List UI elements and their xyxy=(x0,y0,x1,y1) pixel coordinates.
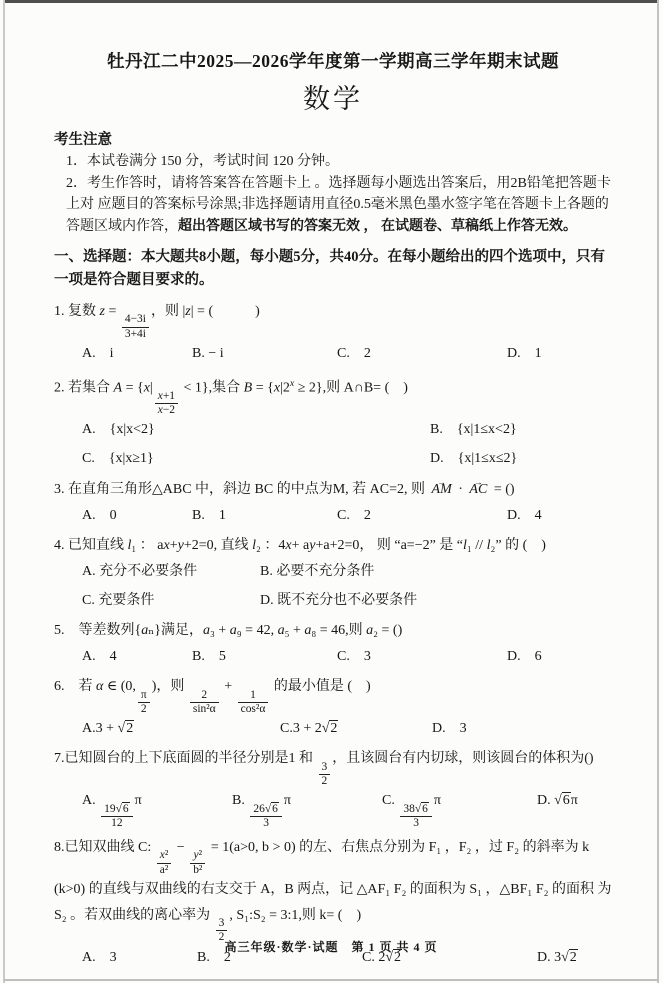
question-4-options xyxy=(54,559,612,613)
question-2-option-c: C. {x|x≥1} xyxy=(82,451,154,467)
question-3 xyxy=(54,476,612,528)
question-7-option-d: D. √6π xyxy=(537,793,578,809)
scan-edge-right xyxy=(657,0,659,983)
question-2-option-d: D. {x|1≤x≤2} xyxy=(430,451,518,467)
question-6-option-c: C.3 + 2√2 xyxy=(280,721,338,737)
question-7-option-c: C. $\frac{38√6}{3}$ π xyxy=(382,793,441,829)
question-7-option-a: A. $\frac{19√6}{12}$ π xyxy=(82,793,142,829)
question-6-stem: 6. 若 α ∈ (0, $\frac{\pi}{2}$ )，则 $\frac{2}{\text{sin²α}}$ + $\frac{1}{\text{cos²α}}$ 的最小值是 ( ) xyxy=(54,679,371,716)
question-3-option-c: C. 2 xyxy=(337,508,371,524)
scan-edge-left xyxy=(3,0,5,983)
page-footer: 高三年级·数学·试题 第 1 页 共 4 页 xyxy=(224,940,438,954)
question-3-options xyxy=(54,503,612,528)
question-8-option-c: C. 2√2 xyxy=(362,949,402,965)
question-7-options xyxy=(54,788,612,830)
question-4 xyxy=(54,533,612,613)
notice-item-2: 2．考生作答时，请将答案答在答题卡上 。选择题每小题选出答案后，用2B铅笔把答题卡上对 应题目的答案标号涂黑;非选择题请用直径0.5毫米黑色墨水签字笔在答题卡上各题的答题区域内作答，超出答题区域书写的答案无效 ， 在试题卷、草稿纸上作答无效。 xyxy=(66,175,611,234)
question-7 xyxy=(54,746,612,830)
question-3-option-a: A. 0 xyxy=(82,508,117,524)
question-3-option-b: B. 1 xyxy=(192,508,226,524)
question-4-option-d: D. 既不充分也不必要条件 xyxy=(260,593,418,609)
question-7-stem: 7.已知圆台的上下底面圆的半径分别是1 和 $\frac{3}{2}$ ，且该圆台有内切球，则该圆台的体积为() xyxy=(54,751,594,787)
question-5-option-d: D. 6 xyxy=(507,649,542,665)
question-1-option-d: D. 1 xyxy=(507,345,542,361)
question-1-option-a: A. i xyxy=(82,345,114,361)
question-5-options xyxy=(54,644,612,669)
question-8-option-d: D. 3√2 xyxy=(537,949,577,965)
question-5-option-c: C. 3 xyxy=(337,649,371,665)
question-2 xyxy=(54,371,612,472)
question-8-option-a: A. 3 xyxy=(82,949,117,965)
question-5-stem: 5. 等差数列{aₙ}满足，a₃ + a₉ = 42, a₅ + a₈ = 46,则 a₂ = () xyxy=(54,623,403,639)
question-5-option-b: B. 5 xyxy=(192,649,226,665)
question-6-option-a: A.3 + √2 xyxy=(82,721,134,737)
question-7-option-b: B. $\frac{26√6}{3}$ π xyxy=(232,793,291,829)
candidate-notice xyxy=(54,128,612,237)
question-6-options xyxy=(54,716,612,741)
question-4-stem: 4. 已知直线 l₁ ： ax+y+2=0, 直线 l₂ ：4x+ ay+a+2=0， 则 “a=−2” 是 “l₁ // l₂” 的 ( ) xyxy=(54,538,546,554)
scan-edge-top xyxy=(4,0,659,3)
section-heading: 一、选择题：本大题共8小题，每小题5分，共40分。在每小题给出的四个选项中，只有一项是符合题目要求的。 xyxy=(54,249,605,288)
question-8-stem: 8.已知双曲线 C: $\frac{\text{x²}}{\text{a²}}$ − $\frac{\text{y²}}{\text{b²}}$ = 1(a>0, b > 0) 的左、右焦点分别为 F₁ ，F₂ ，过 F₂ 的斜率为 k (k>0) 的直线与双曲线的右支交于 A，B 两点，记 △AF₁ F₂ 的面积为 S₁ ，△BF₁ F₂ 的面积 为 S₂ 。若双曲线的离心率为 $\frac{3}{2}$ , S₁:S₂ = 3:1,则 k= ( ) xyxy=(54,839,612,944)
subject-title: 数学 xyxy=(303,84,363,114)
question-8-option-b: B. 2 xyxy=(197,949,231,965)
question-1 xyxy=(54,299,612,366)
question-2-stem: 2. 若集合 A = {x| $\frac{x+1}{x-2}$ < 1},集合 $B = \{x|2^x \ge 2\}$,则 A∩B= ( ) xyxy=(54,377,408,417)
question-1-options xyxy=(54,341,612,366)
question-4-option-c: C. 充要条件 xyxy=(82,593,155,609)
page-title: 牡丹江二中2025—2026学年度第一学期高三学年期末试题 xyxy=(107,51,559,71)
question-1-option-c: C. 2 xyxy=(337,345,371,361)
question-4-option-a: A. 充分不必要条件 xyxy=(82,564,198,580)
question-3-stem: 3. 在直角三角形△ABC 中，斜边 BC 的中点为M, 若 AC=2, 则 AM → · AC → = () xyxy=(54,476,612,503)
question-2-option-b: B. {x|1≤x<2} xyxy=(430,422,517,438)
question-1-stem: 1. 复数 z = $\frac{4-3i}{3+4i}$ ，则 |z| = ( ) xyxy=(54,304,260,340)
scan-edge-bottom xyxy=(4,979,659,981)
notice-item-1: 1．本试卷满分 150 分，考试时间 120 分钟。 xyxy=(66,154,339,169)
question-6 xyxy=(54,674,612,741)
question-2-options xyxy=(54,417,612,471)
question-5-option-a: A. 4 xyxy=(82,649,117,665)
question-3-option-d: D. 4 xyxy=(507,508,542,524)
question-2-option-a: A. {x|x<2} xyxy=(82,422,155,438)
question-4-option-b: B. 必要不充分条件 xyxy=(260,564,375,580)
notice-heading: 考生注意 xyxy=(54,132,112,148)
question-5 xyxy=(54,618,612,669)
question-6-option-d: D. 3 xyxy=(432,721,467,737)
question-1-option-b: B. − i xyxy=(192,345,224,361)
